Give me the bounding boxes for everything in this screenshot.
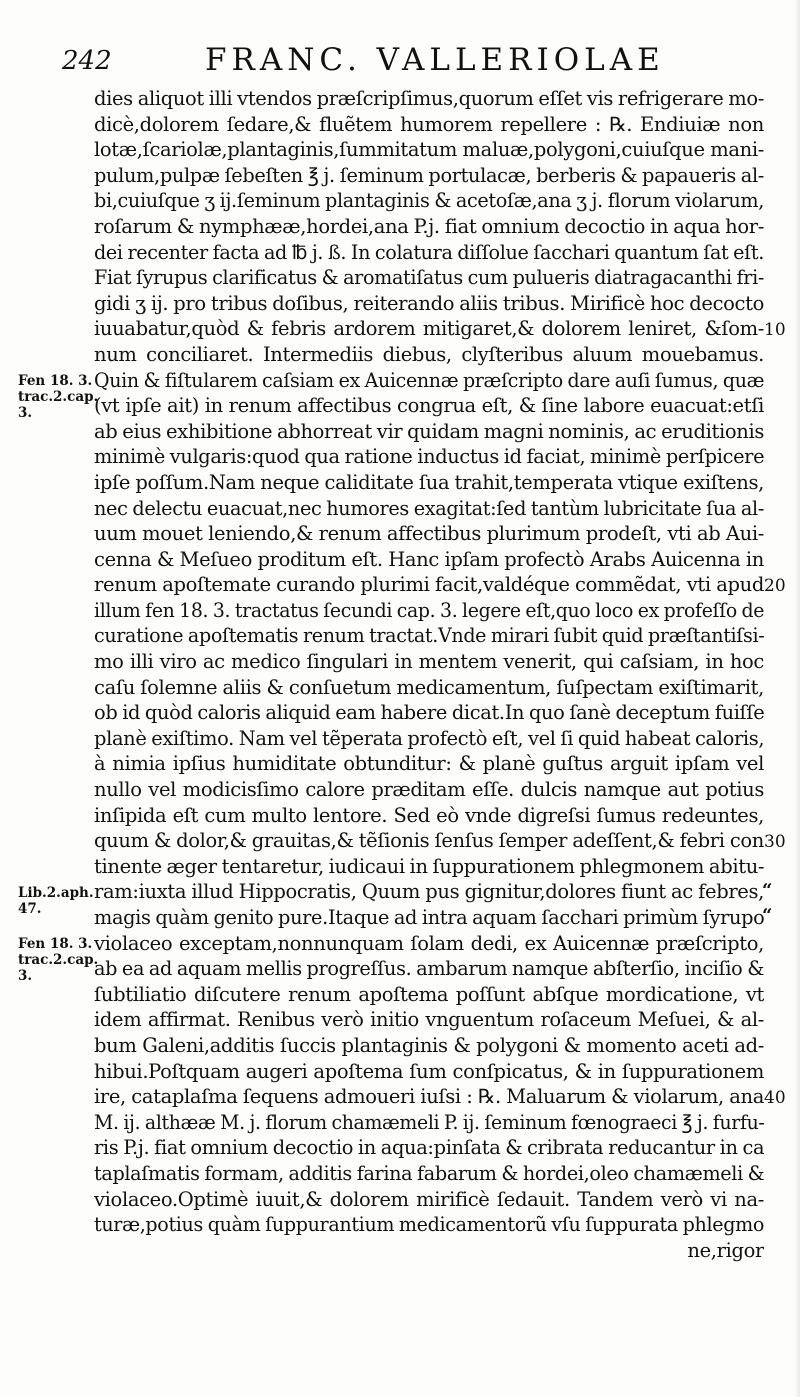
text-line: dei recenter facta ad ℔ j. ß. In colatura diſſolue ſacchari quantum ſat eſt. bbox=[94, 240, 764, 264]
text-line: violaceo exceptam,nonnunquam ſolam dedi, ex Auicennæ præſcripto, bbox=[94, 931, 764, 955]
text-line: num conciliaret. Intermediis diebus, clyſteribus aluum mouebamus. bbox=[94, 342, 764, 366]
text-line: ram:iuxta illud Hippocratis, Quum pus gignitur,dolores fiunt ac febres, bbox=[94, 880, 764, 904]
line-number: 40 bbox=[764, 1088, 786, 1109]
text-line: ſubtiliatio diſcutere renum apoſtema poſſunt abſque mordicatione, vt bbox=[94, 982, 764, 1006]
margin-note: 47. bbox=[18, 900, 42, 917]
text-line: quum & dolor,& grauitas,& tẽſionis ſenſus ſemper adeſſent,& febri con bbox=[94, 829, 764, 853]
text-line: magis quàm genito pure.Itaque ad intra aquam ſacchari primùm ſyrupo bbox=[94, 906, 764, 929]
text-line: minimè vulgaris:quod qua ratione inductus id faciat, minimè perſpicere bbox=[94, 445, 764, 469]
line-number: 10 bbox=[764, 320, 786, 341]
margin-note: 3. bbox=[18, 967, 33, 984]
text-line: ab ea ad aquam mellis progreſſus. ambarum namque abſterſio, inciſio & bbox=[94, 957, 764, 981]
text-line: planè exiſtimo. Nam vel tẽperata profectò eſt, vel ſi quid habeat caloris, bbox=[94, 726, 764, 750]
text-line: turæ,potius quàm ſuppurantium medicamentorũ vſu ſuppurata phlegmo bbox=[94, 1213, 764, 1237]
text-line: ire, cataplaſma ſequens admoueri iuſsi : ℞. Maluarum & violarum, ana bbox=[94, 1085, 764, 1109]
text-line: ipſe poſſum.Nam neque caliditate ſua trahit,temperata vtique exiſtens, bbox=[94, 470, 764, 494]
text-line: dies aliquot illi vtendos præſcripſimus,quorum eſſet vis refrigerare mo- bbox=[94, 87, 764, 110]
line-number: 30 bbox=[764, 832, 786, 853]
body-text bbox=[94, 86, 764, 1263]
text-line: cenna & Meſueo proditum eſt. Hanc ipſam profectò Arabs Auicenna in bbox=[94, 547, 764, 571]
line-number: 20 bbox=[764, 576, 786, 597]
margin-note: Fen 18. 3. bbox=[18, 372, 93, 389]
margin-note: trac.2.cap. bbox=[18, 388, 99, 405]
text-line: idem affirmat. Renibus verò initio vnguentum roſaceum Meſuei, & al- bbox=[94, 1008, 764, 1032]
text-line: hibui.Poſtquam augeri apoſtema ſum conſpicatus, & in ſuppurationem bbox=[94, 1059, 764, 1083]
text-line: mo illi viro ac medico ſingulari in mentem venerit, qui caſsiam, in hoc bbox=[94, 650, 764, 674]
text-line: curatione apoſtematis renum tractat.Vnde mirari ſubit quid præſtantiſsi- bbox=[94, 624, 764, 648]
text-line: à nimia ipſius humiditate obtunditur: & planè guſtus arguit ipſam vel bbox=[94, 752, 764, 776]
margin-note: Lib.2.aph. bbox=[18, 884, 94, 901]
text-line: nec delectu euacuat,nec humores exagitat:ſed tantùm lubricitate ſua al- bbox=[94, 496, 764, 520]
margin-note: trac.2.cap. bbox=[18, 951, 99, 968]
quotation-mark: “ bbox=[762, 905, 773, 927]
text-line: taplaſmatis formam, additis farina fabarum & hordei,oleo chamæmeli & bbox=[94, 1161, 764, 1185]
running-title: FRANC. VALLERIOLAE bbox=[205, 42, 665, 78]
margin-note: 3. bbox=[18, 404, 33, 421]
text-line: uum mouet leniendo,& renum affectibus plurimum prodeſt, vti ab Aui- bbox=[94, 522, 764, 546]
page-number: 242 bbox=[62, 46, 112, 76]
text-line: violaceo.Optimè iuuit,& dolorem mirificè ſedauit. Tandem verò vi na- bbox=[94, 1187, 764, 1211]
text-line: ob id quòd caloris aliquid eam habere dicat.In quo ſanè deceptum fuiſſe bbox=[94, 701, 764, 725]
quotation-mark: “ bbox=[762, 879, 773, 901]
text-line: dicè,dolorem ſedare,& fluẽtem humorem repellere : ℞. Endiuiæ non bbox=[94, 112, 764, 136]
text-line: roſarum & nymphææ,hordei,ana P.j. fiat omnium decoctio in aqua hor- bbox=[94, 214, 764, 238]
text-line: iuuabatur,quòd & febris ardorem mitigaret,& dolorem leniret, &ſom- bbox=[94, 317, 764, 341]
margin-note: Fen 18. 3. bbox=[18, 935, 93, 952]
text-line: ne,rigor bbox=[687, 1238, 764, 1262]
text-line: tinente æger tentaretur, iudicaui in ſuppurationem phlegmonem abitu- bbox=[94, 854, 764, 878]
text-line: pulum,pulpæ ſebeſten ℥ j. ſeminum portulacæ, berberis & papaueris al- bbox=[94, 163, 764, 187]
text-line: Fiat ſyrupus clarificatus & aromatiſatus cum pulueris diatragacanthi fri- bbox=[94, 266, 764, 290]
text-line: bi,cuiuſque ʒ ij.ſeminum plantaginis & acetoſæ,ana ʒ j. florum violarum, bbox=[94, 189, 764, 213]
text-line: M. ij. althææ M. j. florum chamæmeli P. ij. ſeminum fœnograeci ℥ j. furfu- bbox=[94, 1110, 764, 1134]
text-line: illum fen 18. 3. tractatus ſecundi cap. 3. legere eſt,quo loco ex profeſſo de bbox=[94, 598, 764, 622]
text-line: caſu ſolemne aliis & conſuetum medicamentum, ſuſpectam exiſtimarit, bbox=[94, 675, 764, 699]
text-line: bum Galeni,additis ſuccis plantaginis & polygoni & momento aceti ad- bbox=[94, 1033, 764, 1057]
text-line: nullo vel modicisſimo calore præditam eſſe. dulcis namque aut potius bbox=[94, 778, 764, 802]
page-edge-shadow bbox=[794, 0, 800, 1397]
text-line: (vt ipſe ait) in renum affectibus congrua eſt, & ſine labore euacuat:etſi bbox=[94, 394, 764, 418]
text-line: lotæ,ſcariolæ,plantaginis,ſummitatum maluæ,polygoni,cuiuſque mani- bbox=[94, 138, 764, 162]
text-line: inſipida eſt cum multo lentore. Sed eò vnde digreſsi ſumus redeuntes, bbox=[94, 803, 764, 827]
text-line: Quin & fiſtularem caſsiam ex Auicennæ præſcripto dare auſi ſumus, quæ bbox=[94, 368, 764, 392]
text-line: renum apoſtemate curando plurimi facit,valdéque commẽdat, vti apud bbox=[94, 573, 764, 597]
text-line: ab eius exhibitione abhorreat vir quidam magni nominis, ac eruditionis bbox=[94, 419, 764, 443]
text-line: ris P.j. fiat omnium decoctio in aqua:pinſata & cribrata reducantur in ca bbox=[94, 1136, 764, 1160]
text-line: gidi ʒ ij. pro tribus doſibus, reiterando aliis tribus. Mirificè hoc decocto bbox=[94, 291, 764, 315]
